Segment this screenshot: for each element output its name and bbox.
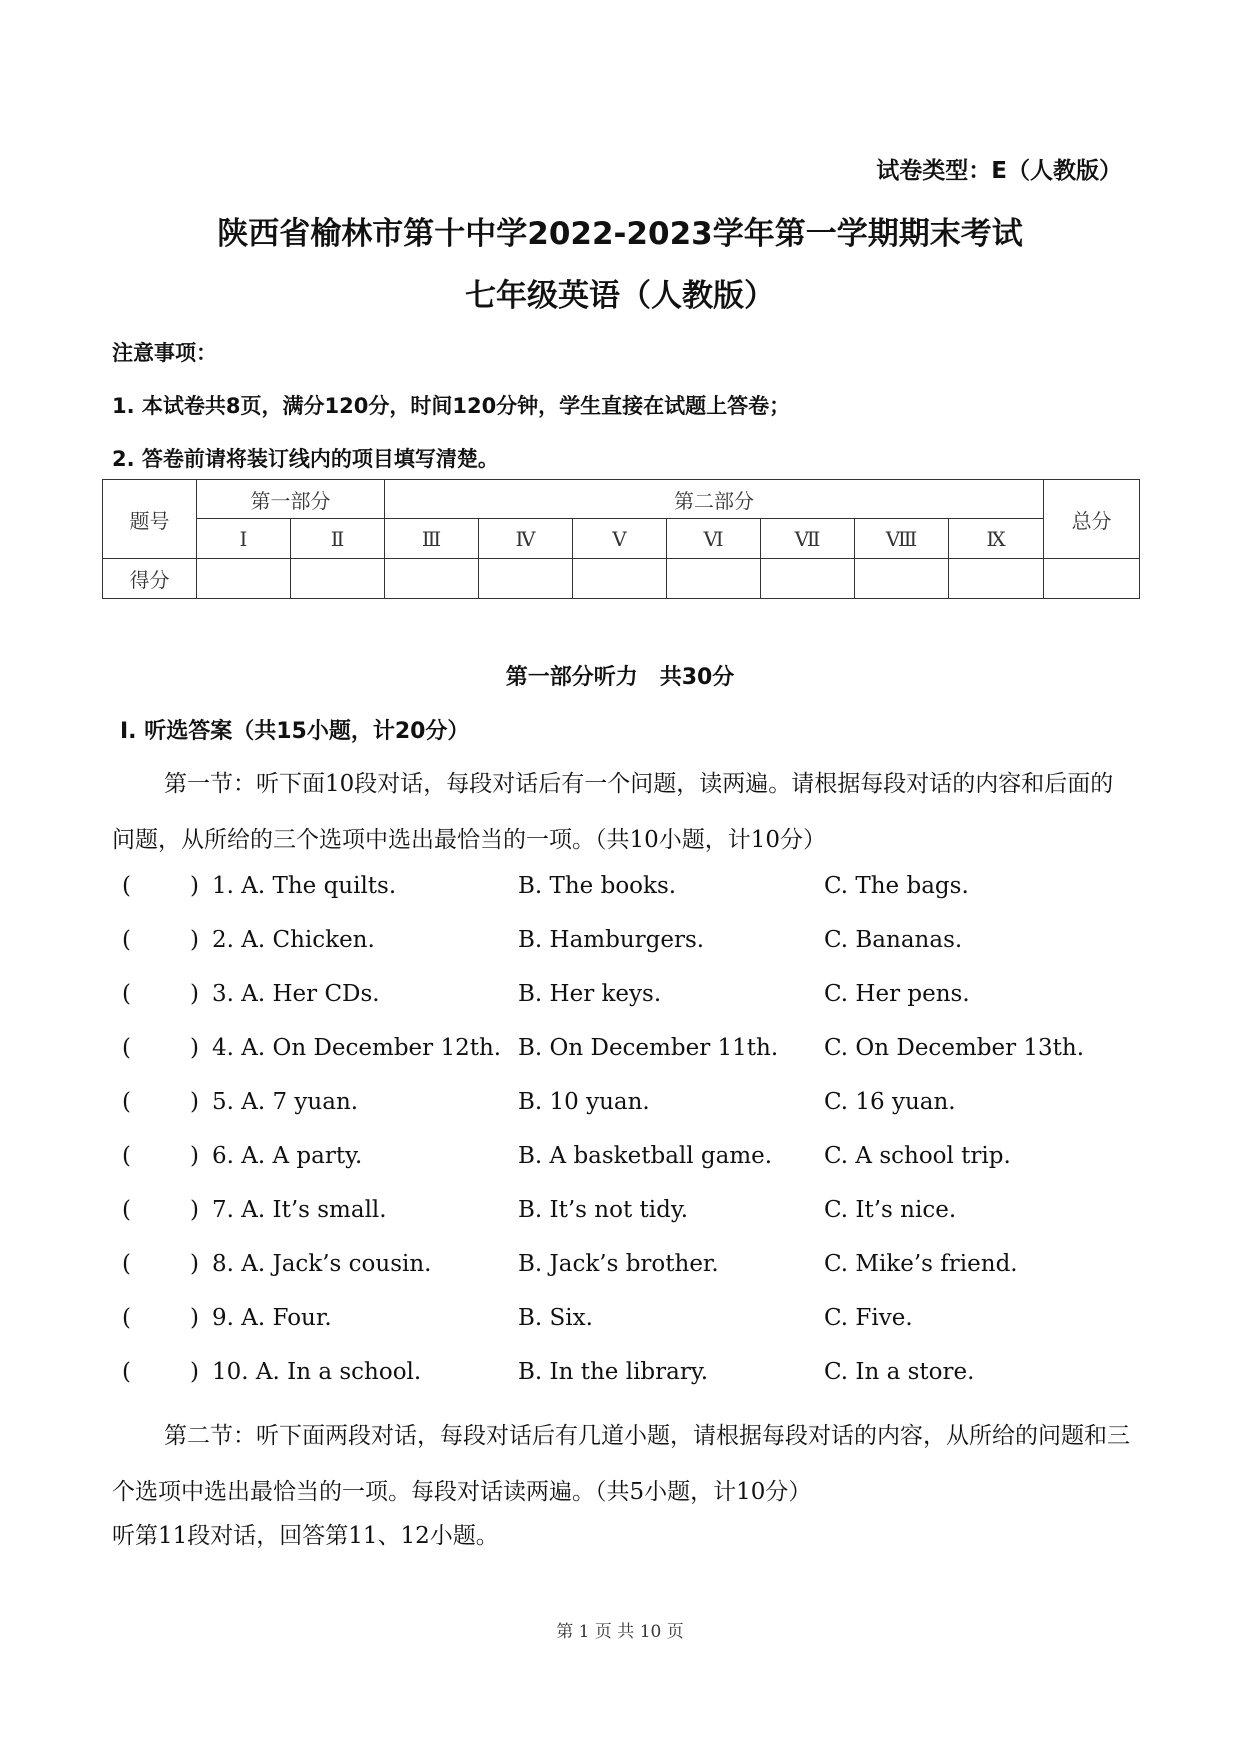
option-c: C. A school trip. xyxy=(824,1143,1011,1169)
answer-blank-close: ) xyxy=(190,927,199,953)
column-header: Ⅳ xyxy=(479,519,573,559)
total-header: 总分 xyxy=(1044,480,1140,559)
question-number-header: 题号 xyxy=(103,480,197,559)
option-c: C. Her pens. xyxy=(824,981,970,1007)
answer-blank-close: ) xyxy=(190,1089,199,1115)
answer-blank-open[interactable]: ( xyxy=(122,1143,131,1169)
score-cell[interactable] xyxy=(385,559,479,599)
option-b: B. Six. xyxy=(518,1305,593,1331)
answer-blank-open[interactable]: ( xyxy=(122,1089,131,1115)
answer-blank-open[interactable]: ( xyxy=(122,1197,131,1223)
option-c: C. Mike’s friend. xyxy=(824,1251,1018,1277)
answer-blank-close: ) xyxy=(190,1197,199,1223)
question-item xyxy=(122,1035,1122,1065)
option-b: B. Jack’s brother. xyxy=(518,1251,719,1277)
answer-blank-open[interactable]: ( xyxy=(122,1359,131,1385)
question-item xyxy=(122,1143,1122,1173)
score-cell[interactable] xyxy=(667,559,761,599)
section-heading: Ⅰ. 听选答案（共15小题，计20分） xyxy=(120,719,470,744)
score-cell[interactable] xyxy=(949,559,1044,599)
score-cell[interactable] xyxy=(291,559,385,599)
question-item xyxy=(122,927,1122,957)
score-cell[interactable] xyxy=(855,559,949,599)
section1-instructions: 第一节：听下面10段对话，每段对话后有一个问题，读两遍。请根据每段对话的内容和后面的问题，从所给的三个选项中选出最恰当的一项。（共10小题，计10分） xyxy=(112,771,1114,853)
option-c: C. On December 13th. xyxy=(824,1035,1085,1061)
option-c: C. The bags. xyxy=(824,873,969,899)
answer-blank-close: ) xyxy=(190,1143,199,1169)
option-b: B. It’s not tidy. xyxy=(518,1197,689,1223)
question-item xyxy=(122,1089,1122,1119)
score-cell[interactable] xyxy=(197,559,291,599)
exam-type-label: 试卷类型：E（人教版） xyxy=(876,158,1122,184)
score-cell[interactable] xyxy=(479,559,573,599)
answer-blank-open[interactable]: ( xyxy=(122,1035,131,1061)
part1-header: 第一部分 xyxy=(197,480,385,519)
option-a: 5. A. 7 yuan. xyxy=(212,1089,359,1115)
option-a: 3. A. Her CDs. xyxy=(212,981,380,1007)
column-header: Ⅸ xyxy=(949,519,1044,559)
question-item xyxy=(122,1305,1122,1335)
score-cell[interactable] xyxy=(1044,559,1140,599)
column-header: Ⅴ xyxy=(573,519,667,559)
column-header: Ⅵ xyxy=(667,519,761,559)
notice-item-2: 2. 答卷前请将装订线内的项目填写清楚。 xyxy=(112,447,499,471)
answer-blank-close: ) xyxy=(190,873,199,899)
option-a: 10. A. In a school. xyxy=(212,1359,422,1385)
page-title: 陕西省榆林市第十中学2022-2023学年第一学期期末考试 xyxy=(217,216,1023,252)
column-header: Ⅱ xyxy=(291,519,385,559)
option-b: B. A basketball game. xyxy=(518,1143,773,1169)
notice-item-1: 1. 本试卷共8页，满分120分，时间120分钟，学生直接在试题上答卷； xyxy=(112,394,791,418)
answer-blank-close: ) xyxy=(190,1305,199,1331)
notice-heading: 注意事项： xyxy=(112,341,217,365)
dialogue-instruction: 听第11段对话，回答第11、12小题。 xyxy=(112,1523,499,1549)
question-item xyxy=(122,981,1122,1011)
option-b: B. On December 11th. xyxy=(518,1035,779,1061)
score-cell[interactable] xyxy=(573,559,667,599)
option-b: B. In the library. xyxy=(518,1359,709,1385)
question-item xyxy=(122,1197,1122,1227)
answer-blank-close: ) xyxy=(190,1251,199,1277)
page-footer: 第 1 页 共 10 页 xyxy=(556,1622,684,1642)
answer-blank-close: ) xyxy=(190,981,199,1007)
answer-blank-open[interactable]: ( xyxy=(122,873,131,899)
option-c: C. It’s nice. xyxy=(824,1197,957,1223)
question-item xyxy=(122,1359,1122,1389)
column-header: Ⅷ xyxy=(855,519,949,559)
section2-instructions: 第二节：听下面两段对话，每段对话后有几道小题，请根据每段对话的内容，从所给的问题和三个选项中选出最恰当的一项。每段对话读两遍。（共5小题，计10分） xyxy=(112,1423,1130,1505)
option-b: B. The books. xyxy=(518,873,677,899)
option-a: 7. A. It’s small. xyxy=(212,1197,387,1223)
answer-blank-open[interactable]: ( xyxy=(122,1251,131,1277)
answer-blank-open[interactable]: ( xyxy=(122,981,131,1007)
option-b: B. Hamburgers. xyxy=(518,927,705,953)
question-item xyxy=(122,873,1122,903)
option-c: C. 16 yuan. xyxy=(824,1089,956,1115)
column-header: Ⅶ xyxy=(761,519,855,559)
column-header: Ⅰ xyxy=(197,519,291,559)
option-a: 2. A. Chicken. xyxy=(212,927,375,953)
page-subtitle: 七年级英语（人教版） xyxy=(465,278,775,314)
part2-header: 第二部分 xyxy=(385,480,1044,519)
question-item xyxy=(122,1251,1122,1281)
answer-blank-close: ) xyxy=(190,1359,199,1385)
option-a: 1. A. The quilts. xyxy=(212,873,397,899)
answer-blank-open[interactable]: ( xyxy=(122,927,131,953)
score-table xyxy=(102,479,1140,599)
score-cell[interactable] xyxy=(761,559,855,599)
option-c: C. Bananas. xyxy=(824,927,963,953)
score-row-label: 得分 xyxy=(103,559,197,599)
column-header: Ⅲ xyxy=(385,519,479,559)
option-a: 4. A. On December 12th. xyxy=(212,1035,502,1061)
option-b: B. Her keys. xyxy=(518,981,662,1007)
option-a: 6. A. A party. xyxy=(212,1143,363,1169)
option-b: B. 10 yuan. xyxy=(518,1089,650,1115)
option-c: C. In a store. xyxy=(824,1359,975,1385)
answer-blank-open[interactable]: ( xyxy=(122,1305,131,1331)
part1-title: 第一部分听力 共30分 xyxy=(505,665,735,690)
option-a: 8. A. Jack’s cousin. xyxy=(212,1251,432,1277)
answer-blank-close: ) xyxy=(190,1035,199,1061)
option-a: 9. A. Four. xyxy=(212,1305,332,1331)
option-c: C. Five. xyxy=(824,1305,913,1331)
